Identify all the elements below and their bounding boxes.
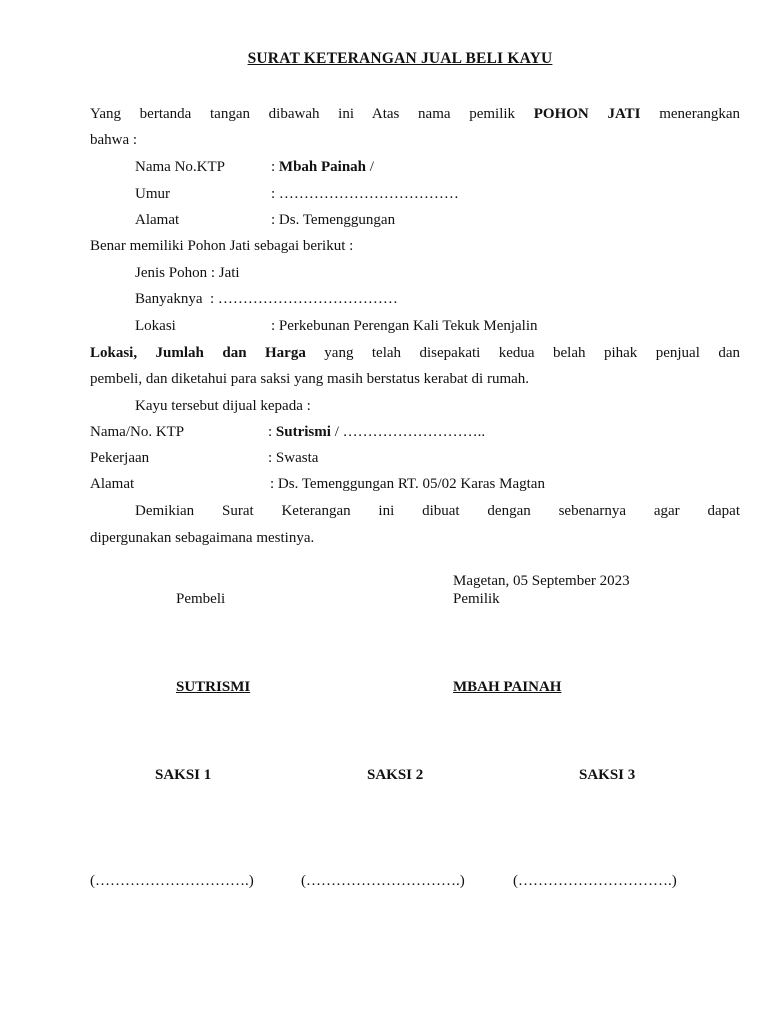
buyer-nama-sep: : [268, 424, 276, 440]
owner-nama-value [271, 157, 374, 177]
owner-alamat-label: Alamat [135, 212, 180, 228]
closing-line-2: dipergunakan sebagaimana mestinya. [90, 530, 315, 546]
owner-name: Mbah Painah [278, 159, 367, 175]
sold-to-text: Kayu tersebut dijual kepada : [135, 398, 311, 414]
saksi-2-label: SAKSI 2 [367, 767, 424, 783]
pemilik-name: MBAH PAINAH [453, 679, 562, 695]
intro-bold: POHON JATI [533, 106, 641, 122]
owner-umur-value: : ……………………………… [271, 186, 459, 202]
pemilik-label: Pemilik [453, 591, 500, 607]
buyer-kerja-label: Pekerjaan [90, 450, 150, 466]
tree-banyak [135, 289, 398, 309]
saksi-3-blank: (………………………….) [513, 873, 677, 889]
tree-jenis-label: Jenis Pohon [135, 265, 208, 281]
tree-lokasi-label: Lokasi [135, 318, 176, 334]
intro-line [90, 104, 740, 124]
pembeli-label: Pembeli [176, 591, 226, 607]
intro-line-2: bahwa : [90, 132, 138, 148]
tree-banyak-label: Banyaknya [135, 291, 203, 307]
pembeli-name: SUTRISMI [176, 679, 251, 695]
buyer-nama-value [268, 422, 485, 442]
intro-text-1: Yang bertanda tangan dibawah ini Atas nama pemilik [90, 106, 516, 122]
buyer-kerja-value: : Swasta [268, 450, 319, 466]
intro-text-2: menerangkan [659, 106, 741, 122]
closing-line: Demikian Surat Keterangan ini dibuat dengan sebenarnya agar dapat [135, 503, 740, 519]
tree-jenis-value: : Jati [210, 265, 240, 281]
tree-jenis [135, 263, 240, 283]
saksi-2-blank: (………………………….) [301, 873, 465, 889]
owner-alamat-value: : Ds. Temenggungan [271, 212, 396, 228]
owner-nama-sep: : [271, 159, 279, 175]
buyer-nama-tail: / ……………………….. [330, 424, 486, 440]
ownership-statement: Benar memiliki Pohon Jati sebagai berikut : [90, 238, 354, 254]
saksi-1-blank: (………………………….) [90, 873, 254, 889]
buyer-nama-label: Nama/No. KTP [90, 424, 185, 440]
buyer-alamat-label: Alamat [90, 476, 135, 492]
owner-nama-tail: / [366, 159, 374, 175]
buyer-name: Sutrismi [275, 424, 331, 440]
owner-nama-label: Nama No.KTP [135, 159, 225, 175]
buyer-alamat-value: : Ds. Temenggungan RT. 05/02 Karas Magtan [270, 476, 545, 492]
tree-lokasi-value: : Perkebunan Perengan Kali Tekuk Menjalin [271, 318, 538, 334]
document-title: SURAT KETERANGAN JUAL BELI KAYU [247, 50, 553, 67]
saksi-3-label: SAKSI 3 [579, 767, 636, 783]
owner-umur-label: Umur [135, 186, 170, 202]
place-date: Magetan, 05 September 2023 [453, 573, 630, 589]
saksi-1-label: SAKSI 1 [155, 767, 212, 783]
agreement-bold: Lokasi, Jumlah dan Harga [90, 345, 306, 361]
agreement-line [90, 343, 740, 363]
tree-banyak-value: : ……………………………… [209, 291, 398, 307]
agreement-text: yang telah disepakati kedua belah pihak penjual dan [324, 345, 740, 361]
agreement-line-2: pembeli, dan diketahui para saksi yang masih berstatus kerabat di rumah. [90, 371, 530, 387]
